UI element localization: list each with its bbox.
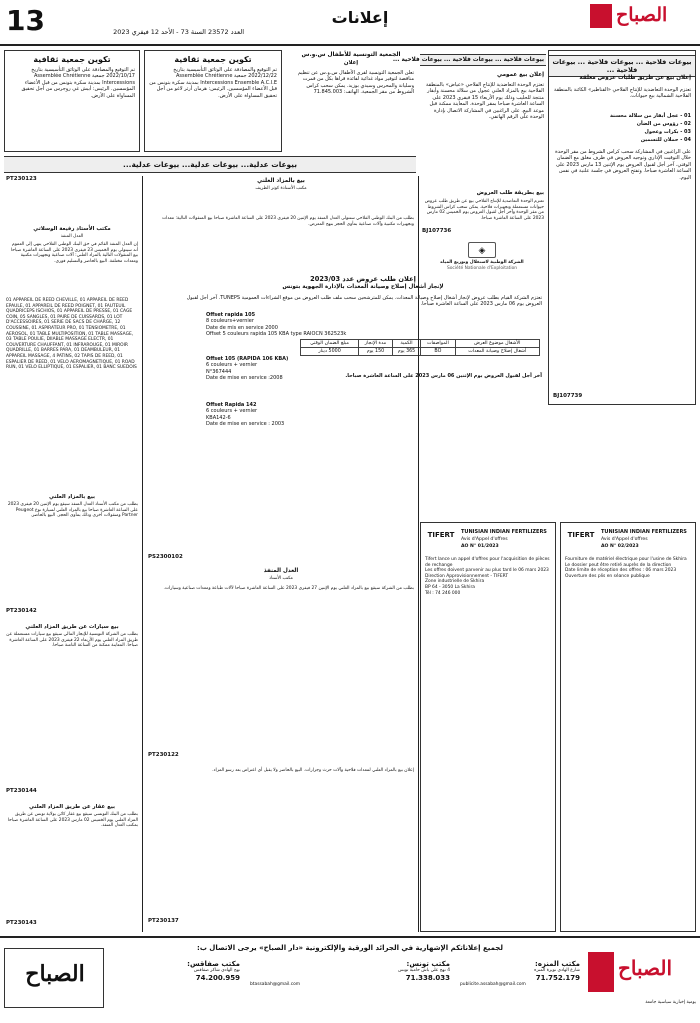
list-item: 01 SERIE DE SACS DE CHARGE (44, 320, 112, 326)
office-sfax-addr: نهج الهادي شاكر صفاقس (193, 968, 240, 973)
agri-subtitle: إعلان بيع عن طريق طلبات عروض مغلقة (579, 75, 691, 81)
office-tunis-tel: 71.338.033 (405, 973, 450, 982)
list-item: 01 PAIRE DE CUISSARDS (50, 314, 105, 320)
footer-banner: لجميع إعلاناتكم الإشهارية في الجرائد الورقية والإلكترونية «دار الصباح» يرجى الاتصال ب: (197, 944, 503, 952)
office-tunis-email: btassabah@gmail.com (250, 981, 301, 987)
offer-1-label: Offset rapida 105 (206, 312, 256, 318)
page-header (0, 0, 700, 46)
footer-logo-text: الصباح (25, 961, 85, 987)
list-item: 01 TABLE MULTIPOSITION (29, 331, 86, 337)
offer-3-line: KBA142-6 (206, 414, 231, 421)
agri-item-4: 04 - حملان للتسمين (640, 137, 691, 143)
tifert-right-line: Date limite de réception des offres : 06 mars 2023 (565, 568, 677, 574)
water-company-tender (418, 238, 546, 274)
list-item: 01 BARRES PARA (33, 348, 72, 354)
list-item: 03 TABLE POULIE (6, 337, 44, 343)
tifert-right-line: Ouverture des plis en séance publique (565, 573, 650, 579)
agri-sales-column (548, 50, 696, 405)
offer-2-line: Date de mise en service :2008 (206, 375, 283, 382)
tender-subtitle: لإنجاز أشغال إصلاح وصيانة المعدات بالإدارة الجهوية بتونس (282, 284, 444, 290)
jud-item2-body: بطلب من مكتب الأستاذ العدل المنفذ سيقع يوم الإثنين 20 فيفري 2023 على الساعة العاشرة صباحا بيع بالمزاد العلني لسيارة نوع Peugeot Partner ومنقولات أخرى وذلك بمأوى الحجز. البيع بالحاضر. (7, 502, 138, 519)
offer-3-line: Date de mise en service : 2003 (206, 421, 285, 428)
agri-item-3: 03 - بكرات وعجول (644, 129, 691, 135)
offer-2 (206, 356, 412, 382)
column-divider (418, 176, 419, 932)
office-sfax (110, 960, 240, 982)
office-menzah-tel: 71.752.179 (535, 973, 580, 982)
tifert-right-ao: AO N° 02/2023 (601, 544, 639, 549)
tifert-left-line: Tél : 74 246 000 (425, 590, 461, 596)
judicial-banner: بيوعات عدلية... بيوعات عدلية... بيوعات عدلية... (4, 156, 416, 173)
offer-1-line: Offset 5 couleurs rapida 105 KBA type RAIOCN 362523k (206, 331, 347, 338)
tifert-left-line: Les offres doivent parvenir au plus tard le 06 mars 2023 (425, 568, 549, 574)
jud-item3-ref: PT230144 (6, 788, 37, 794)
association-mid (144, 50, 282, 152)
assoc-left-body: تم التوقيع والمصادقة على الوثائق التأسيسية بتاريخ 2022/10/17 جمعية Assemblée Chrétienne Intercessions بمدينة سكرة بتونس من قبل الأعضاء المؤسسين. الرئيس: أبيش غي روجرس من أجل تحقيق المساواة على الأرض. (21, 67, 135, 99)
list-item: 01 ASPIRATEUR PRO (31, 325, 76, 331)
offer-3-label: Offset Rapida 142 (206, 402, 257, 408)
office-menzah-email: publicite.assabah@gmail.com (460, 981, 526, 987)
list-item: 01 CAGE COIN (6, 309, 133, 320)
offer-1-line: Date de mis en service 2000 (206, 324, 278, 331)
jud-mid1-body: بطلب من البنك الوطني الفلاحي ستتولى العدل المنفذ يوم الإثنين 20 فيفري 2023 على الساعة العاشرة صباحا بيع المنقولات التالية: معدات وتجهيزات مكتبية وآلات صناعية بمأوى الحجز بنهج المعرض. (162, 216, 414, 227)
list-item: 01 BANC SUEDOIS (96, 365, 137, 371)
tifert-left-ao: AO N° 01/2023 (461, 544, 499, 549)
footer (0, 936, 700, 1023)
jud-item1-list: 01 APPAREIL DE REED CHEVILLE, 01 APPAREIL DE REED EPAULE, 01 APPAREIL DE REED POIGNET, 01 FAUTEUIL QUADRICEPS ISCHIOS, 01 APPAREIL DE PRESSE, 01 CAGE COIN, 05 SANGLES, 01 PAIRE DE CUISSARDS, 01 LOT D'ACCESSOIRES, 01 SERIE DE SACS DE CHARGE, 12 COUSSINE, 01 ASPIRATEUR PRO, 01 TENSIOMETRE, 01 AEROSOL, 01 TABLE MULTIPOSITION, 01 TABLE MASSAGE, 03 TABLE POULIE, DIIABLE MASSAGE ELECTR, 01 COUVERTURE CHAUFFANT, 01 INFRAROUGE, 01 MIROIR QUADRILLE, 01 BARRES PARA, 01 DEAMBULEUR, 01 APPAREIL MASSAGE, 4 PATINS, 02 TAPIS DE REED, 01 ESPALIER DE REED, 01 VELO AEROMAGNETIQUE, 01 ROAD RUN, 01 VELO ELLIPTIQUE, 01 ESPALIER, 01 BANC SUEDOIS (6, 298, 137, 371)
agri-intro: تعتزم الوحدة التعاضدية للإنتاج الفلاحي «القناطير» الكائنة بالمنطقة الفلاحية الشمالية بيع حيوانات. (553, 87, 691, 100)
offer-2-label: Offset 105 (RAPIDA 106 KBA) (206, 356, 289, 362)
jud-item4-ref: PT230143 (6, 920, 37, 926)
offer-3 (206, 402, 412, 428)
sos-body: تعلن الجمعية التونسية لقرى الأطفال س.و.س عن تنظيم مناقصة لتوفير مواد غذائية لفائدة قراها بكل من قمرت وسليانة والمحرس وسيدي بوزيد. يمكن سحب كراس الشروط من مقر الجمعية. الهاتف: 71.845.003 (297, 70, 414, 96)
jud-item3-title: بيع سيارات عن طريق المزاد العلني (25, 624, 119, 630)
logo-text: الصباح (616, 4, 668, 26)
tifert-left (420, 522, 556, 932)
jud-item4-body: بطلب من البنك التونسي سيقع بيع عقار كائن بولاية تونس عن طريق المزاد العلني يوم الخميس 02 مارس 2023 على الساعة العاشرة صباحا بمكتب العدل المنفذ. (7, 812, 138, 829)
table-header-cell: مدة الإنجاز (359, 340, 393, 348)
jud-mid2-title: العدل المنفذ (263, 568, 299, 574)
offer-2-line: N°367444 (206, 368, 232, 375)
offer-3-line: 6 couleurs + vernier (206, 408, 258, 415)
jud-mid1-ref: PS2300102 (148, 554, 183, 560)
footer-slogan: يومية إخبارية سياسية جامعة (645, 1000, 696, 1005)
list-item: 01 TENSIOMETRE (78, 325, 118, 331)
list-item: 01 DEAMBULEUR (73, 348, 112, 354)
tifert-right-line: Fourniture de matériel électrique pour l'usine de Skhira (565, 557, 687, 562)
tifert-left-lines (425, 557, 553, 596)
mid-body-2: تعتزم الوحدة التعاضدية للإنتاج الفلاحي بيع عن طريق طلب عروض حيوانات مستعملة وتجهيزات فلاحية. يمكن سحب كراس الشروط من مقر الوحدة وآخر أجل لقبول العروض يوم الخميس 02 مارس 2023 على الساعة العاشرة صباحا. (424, 199, 544, 221)
tender-title: إعلان طلب عروض عدد 2023/03 (310, 275, 416, 283)
newspaper-logo (590, 4, 694, 30)
tifert-left-line: BP 64 - 3050 La Skhira (425, 584, 475, 590)
jud-mid1-title: بيع بالمزاد العلني (257, 178, 305, 184)
mid-title: إعلان بيع عمومي (496, 72, 544, 78)
office-sfax-title: مكتب صفاقس: (187, 960, 240, 968)
list-item: 01 TABLE MASSAGE (88, 331, 132, 337)
assoc-mid-title: تكوين جمعية ثقافية (174, 55, 252, 64)
list-item: 12 COUSSINE (6, 320, 121, 331)
judicial-mid-column (146, 176, 416, 932)
table-header-cell: الأشغال موضوع العرض (455, 340, 539, 348)
list-item: 01 APPAREIL DE PRESSE (56, 309, 111, 315)
logo-bar (590, 4, 612, 28)
assoc-left-title: تكوين جمعية ثقافية (33, 55, 111, 64)
list-item: 01 FAUTEUIL QUADRICEPS ISCHIOS (6, 303, 126, 315)
tifert-right-logo: TIFERT (567, 531, 595, 539)
tifert-right-line: Le dossier peut être retiré auprès de la direction (565, 562, 672, 568)
office-tunis-title: مكتب تونس: (406, 960, 450, 968)
tifert-right-sub: Avis d'Appel d'offres (601, 537, 648, 542)
list-item: 01 APPAREIL DE REED POIGNET (25, 303, 95, 309)
office-menzah-title: مكتب المنزه: (535, 960, 580, 968)
list-item: 01 ROAD RUN (6, 359, 135, 371)
agri-ref: BJ107739 (553, 393, 583, 399)
list-item: 01 ESPALIER (66, 365, 94, 371)
office-menzah-addr: شارع الهادي نويرة المنزه (534, 968, 580, 973)
tifert-left-title: TUNISIAN INDIAN FERTILIZERS (461, 529, 547, 535)
list-item: 02 TAPIS DE REED (74, 353, 115, 359)
tifert-left-line: Direction Approvisionnement - TIFERT (425, 573, 509, 579)
tender-closing: آخر أجل لقبول العروض يوم الإثنين 06 مارس 2023 على الساعة العاشرة صباحا. (345, 373, 542, 379)
list-item: 01 APPAREIL DE REED CHEVILLE (6, 298, 77, 303)
office-sfax-tel: 74.200.959 (195, 973, 240, 982)
table-header-cell: مبلغ الضمان الوقتي (301, 340, 359, 348)
table-cell: أشغال إصلاح وصيانة المعدات (455, 348, 539, 356)
issue-line: العدد 23572 السنة 73 - الأحد 12 فيفري 2023 (113, 28, 244, 36)
list-item: 01 APPAREIL MASSAGE (6, 348, 121, 359)
sos-association (286, 50, 416, 152)
footer-brand (588, 952, 696, 1018)
table-cell: 150 يوم (359, 348, 393, 356)
agri-banner-mid: بيوعات فلاحية ... بيوعات فلاحية ... بيوعات فلاحية ... (420, 54, 546, 66)
tifert-left-line: Zone industrielle de Skhira (425, 579, 485, 585)
jud-item3-body: بطلب من الشركة التونسية للإيجار المالي سيقع بيع سيارات مستعملة عن طريق المزاد العلني يوم الأربعاء 22 فيفري 2023 على الساعة العاشرة صباحا. المعاينة ممكنة من الساعة الثامنة صباحا. (6, 632, 138, 649)
tifert-right (560, 522, 696, 932)
list-item: 01 MIROIR QUADRILLE (6, 342, 128, 354)
tifert-left-line: Tifert lance un appel d'offres pour l'acquisition de pièces de rechange (425, 557, 550, 568)
jud-item1-body: إن العدل المنفذ القائم في حق البنك الوطني الفلاحي ينهي إلى العموم أنه سيتولى يوم الخميس 23 فيفري 2023 على الساعة العاشرة صباحا بيع المنقولات التالية بالمزاد العلني: آلات صناعية وتجهيزات مكتبية ومعدات مختلفة. البيع بالحاضر والتسليم فوري. (10, 242, 138, 264)
mid-ref: BJ107736 (422, 228, 452, 234)
jud-mid2-ref: PT230122 (148, 752, 179, 758)
jud-item4-title: بيع عقار عن طريق المزاد العلني (28, 804, 116, 810)
office-tunis-addr: 4 نهج علي باش حامبة تونس (398, 968, 450, 973)
list-item: 4 PATINS (52, 353, 72, 359)
list-item: 01 ESPALIER DE REED (6, 353, 123, 365)
offer-1-line: 8 couleurs+vernier (206, 318, 254, 325)
agri-item-2: 02 - رؤوس من الضأن (636, 121, 691, 127)
agri-body: على الراغبين في المشاركة سحب كراس الشروط من مقر الوحدة خلال التوقيت الإداري وتوجيه العروض في ظرف مغلق مع الضمان الوقتي. آخر أجل لقبول العروض يوم الإثنين 13 مارس 2023 على الساعة العاشرة صباحا. وتفتح العروض في جلسة علنية في نفس اليوم. (555, 149, 691, 181)
section-title: إعلانات (331, 8, 389, 27)
column-divider (142, 176, 143, 932)
table-cell: 5000 دينار (301, 348, 359, 356)
table-cell: BO (421, 348, 455, 356)
jud-item1-ref: PT230123 (6, 176, 37, 182)
list-item: DIIABLE MASSAGE ELECTR (46, 337, 105, 343)
list-item: 01 APPAREIL DE REED EPAULE (6, 298, 129, 309)
tender-body: تعتزم الشركة القيام بطلب عروض لإنجاز أشغال إصلاح وصيانة المعدات. يمكن للمترشحين سحب ملف طلب العروض من موقع الشراءات العمومية TUNEPS. آخر أجل لقبول العروض يوم 06 مارس 2023 على الساعة العاشرة صباحا. (186, 295, 542, 308)
jud-item1-title: مكتب الأستاذ رفيعة الوسلاتي (33, 226, 111, 232)
assoc-mid-body: تم التوقيع والمصادقة على الوثائق التأسيسية بتاريخ 2022/12/22 جمعية Assemblée Chrétienne Intercessions Ensemble A.C.I.E بمدينة سكرة بتونس من قبل الأعضاء المؤسسين. الرئيس: هرمان أرثر لاغو من أجل تحقيق المساواة على الأرض. (149, 67, 277, 99)
jud-item2-ref: PT230142 (6, 608, 37, 614)
jud-mid1-sub: مكتب الأستاذة كوثر الظريف (255, 186, 307, 191)
table-header-cell: الكمية (392, 340, 420, 348)
jud-mid2-body: بطلب من الشركة سيقع بيع بالمزاد العلني يوم الإثنين 27 فيفري 2023 على الساعة العاشرة صباحا لآلات طباعة ومعدات صناعية وسيارات. (163, 586, 414, 591)
tifert-left-sub: Avis d'Appel d'offres (461, 537, 508, 542)
page-number: 13 (6, 4, 45, 37)
company-name: الشركة الوطنية لاستغلال وتوزيع المياه (440, 260, 524, 265)
company-logo-icon: ◈ (468, 242, 496, 258)
tifert-right-lines (565, 557, 693, 579)
table-cell: 365 يوم (392, 348, 420, 356)
list-item: 01 COUVERTURE CHAUFFANT (6, 337, 114, 348)
judicial-left-column (4, 176, 140, 932)
sos-sub: إعلان (343, 60, 359, 66)
footer-brand-bar (588, 952, 614, 992)
agri-banner: بيوعات فلاحية ... بيوعات فلاحية ... بيوعات فلاحية ... (549, 55, 695, 77)
offer-2-line: 6 couleurs + vernier (206, 362, 258, 369)
jud-mid3-body: إعلان بيع بالمزاد العلني لمعدات فلاحية وآلات حرث وجرارات. البيع بالحاضر ولا يقبل أي اعتراض بعد رسو المزاد. (212, 768, 414, 773)
jud-item2-title: بيع بالمزاد العلني (48, 494, 96, 500)
list-item: 05 SANGLES (19, 314, 48, 320)
offer-1 (206, 312, 412, 338)
tifert-right-title: TUNISIAN INDIAN FERTILIZERS (601, 529, 687, 535)
mid-title-2: بيع بطريقة طلب العروض (476, 190, 544, 196)
mid-body: تعتزم الوحدة التعاضدية للإنتاج الفلاحي «عياض» بالمنطقة الفلاحية بيع بالمزاد العلني عجول من سلالة محسنة وأبقار منتجة للحليب وذلك يوم الأربعاء 15 فيفري 2023 على الساعة العاشرة صباحا بمقر الوحدة. المعاينة ممكنة قبل موعد البيع. على الراغبين في المشاركة الاتصال بإدارة الوحدة على الرقم الهاتفي. (425, 82, 544, 121)
list-item: 01 INFRAROUGE (66, 342, 103, 348)
sos-title: الجمعية التونسية للأطفال س.و.س (301, 52, 401, 58)
association-left (4, 50, 140, 152)
office-menzah (460, 960, 580, 987)
table-header-cell: المواصفات (421, 340, 455, 348)
list-item: 01 AEROSOL (6, 325, 126, 337)
jud-mid2-sub: مكتب الأستاذ (269, 576, 293, 581)
list-item: 01 LOT D'ACCESSOIRES (6, 314, 123, 326)
office-tunis (250, 960, 450, 987)
list-item: 01 VELO ELLIPTIQUE (18, 365, 64, 371)
company-name-fr: Société Nationale d'Exploitation (446, 266, 518, 271)
jud-item1-sub: العدل المنفذ (60, 234, 84, 239)
footer-brand-text: الصباح (618, 956, 673, 980)
footer-logo (4, 948, 104, 1008)
jud-mid3-ref: PT230137 (148, 918, 179, 924)
list-item: 01 VELO AEROMAGNETIQUE (50, 359, 113, 365)
tifert-left-logo: TIFERT (427, 531, 455, 539)
agri-item-1: 01 - عجل أبقار من سلالة محسنة (610, 113, 691, 119)
